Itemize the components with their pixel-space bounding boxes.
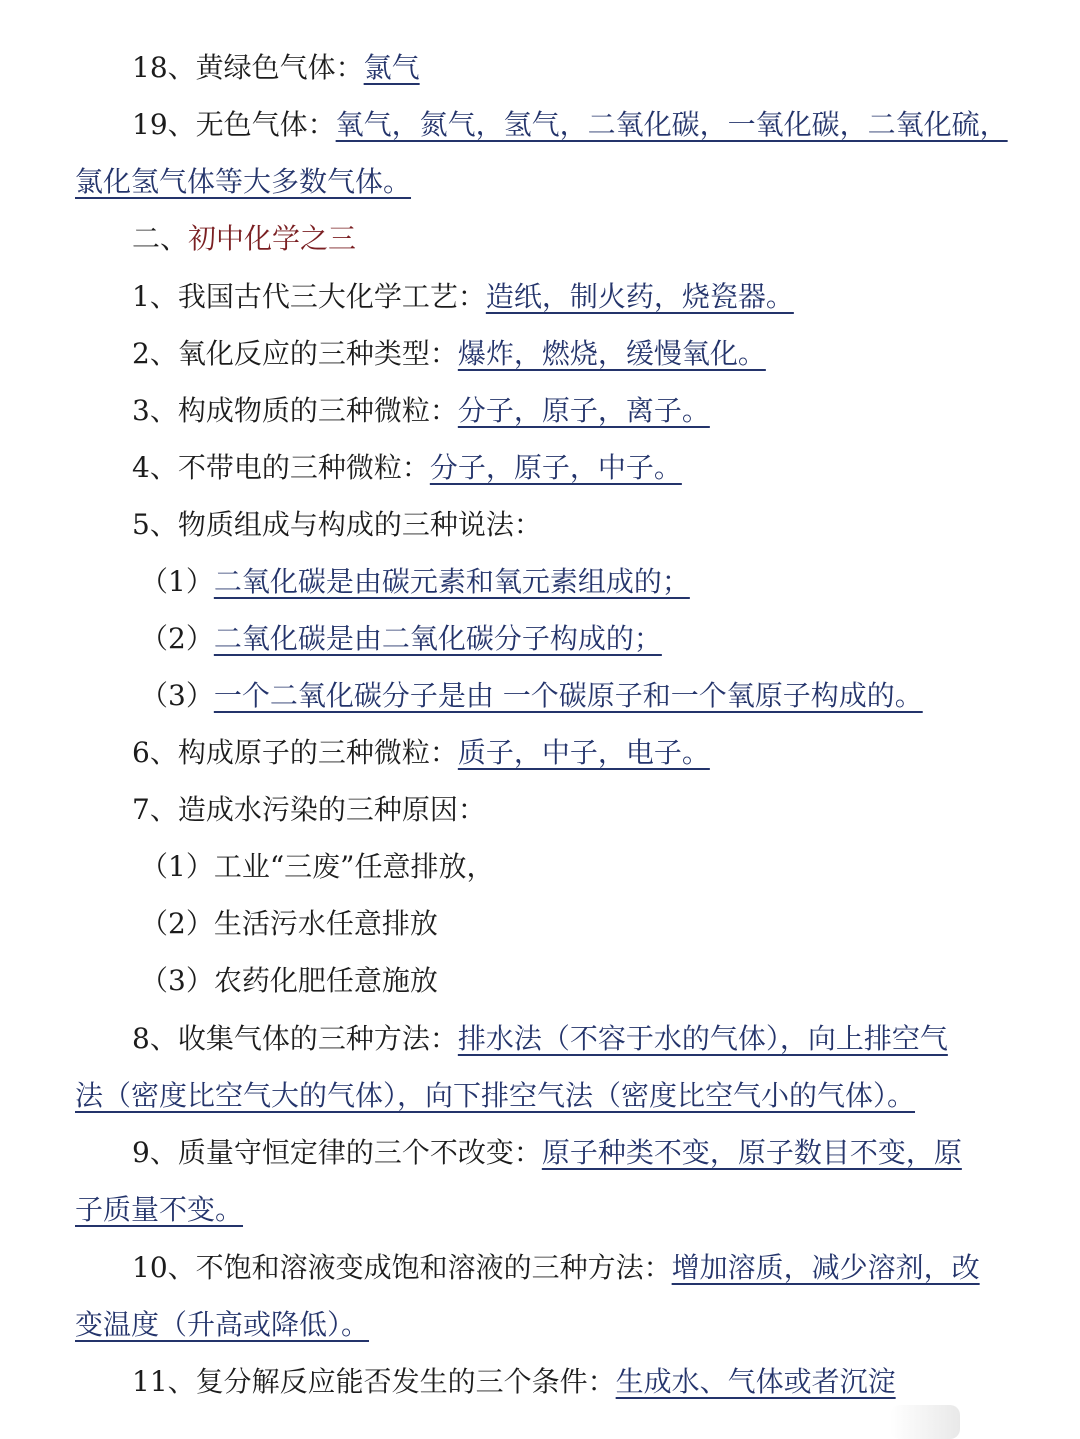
- question-text: 1、我国古代三大化学工艺：: [132, 280, 486, 313]
- answer-text: 原子种类不变，原子数目不变，原: [541, 1136, 962, 1169]
- item-9: [132, 1133, 962, 1173]
- item-4: [132, 448, 682, 488]
- section-number: 二、: [132, 222, 189, 255]
- answer-text: 生成水、气体或者沉淀: [615, 1365, 896, 1398]
- answer-text: 排水法（不容于水的气体），向上排空气: [457, 1022, 948, 1055]
- question-text: 9、质量守恒定律的三个不改变：: [132, 1136, 542, 1169]
- item-5-sub-3: [140, 676, 923, 716]
- item-7-sub-3: [140, 961, 438, 1001]
- answer-text: 造纸，制火药，烧瓷器。: [485, 280, 794, 313]
- answer-text: 分子，原子，离子。: [457, 394, 710, 427]
- item-2: [132, 334, 766, 374]
- item-6: [132, 733, 710, 773]
- question-text: 6、构成原子的三种微粒：: [132, 736, 458, 769]
- question-text: 3、构成物质的三种微粒：: [132, 394, 458, 427]
- answer-text: 分子，原子，中子。: [429, 451, 682, 484]
- item-9-continued: [75, 1190, 243, 1230]
- item-7-sub-1: [140, 847, 494, 887]
- question-text: 5、物质组成与构成的三种说法：: [132, 508, 542, 541]
- answer-text: 子质量不变。: [75, 1193, 244, 1226]
- answer-text: 变温度（升高或降低）。: [75, 1308, 370, 1341]
- item-10-continued: [75, 1305, 369, 1345]
- item-5-sub-2: [140, 619, 662, 659]
- item-5: [132, 505, 542, 545]
- sub-number: （1）: [140, 565, 214, 598]
- question-text: 10、不饱和溶液变成饱和溶液的三种方法：: [132, 1251, 672, 1284]
- question-text: 4、不带电的三种微粒：: [132, 451, 430, 484]
- sub-item-text: （2）生活污水任意排放: [140, 907, 438, 940]
- answer-text: 二氧化碳是由碳元素和氧元素组成的；: [213, 565, 690, 598]
- answer-text: 增加溶质，减少溶剂，改: [671, 1251, 980, 1284]
- question-text: 18、黄绿色气体：: [132, 51, 364, 84]
- sub-item-text: （1）工业“三废”任意排放，: [140, 850, 495, 883]
- answer-text: 氯化氢气体等大多数气体。: [75, 165, 412, 198]
- answer-text: 氧气，氮气，氢气，二氧化碳，一氧化碳，二氧化硫，: [335, 108, 1008, 141]
- watermark-smudge: [890, 1405, 960, 1439]
- question-text: 7、造成水污染的三种原因：: [132, 793, 486, 826]
- item-8: [132, 1019, 948, 1059]
- item-7-sub-2: [140, 904, 438, 944]
- question-text: 2、氧化反应的三种类型：: [132, 337, 458, 370]
- item-19: [132, 105, 1008, 145]
- answer-text: 一个二氧化碳分子是由 一个碳原子和一个氧原子构成的。: [213, 679, 923, 712]
- item-5-sub-1: [140, 562, 690, 602]
- answer-text: 质子，中子，电子。: [457, 736, 710, 769]
- answer-text: 法（密度比空气大的气体），向下排空气法（密度比空气小的气体）。: [75, 1079, 916, 1112]
- item-8-continued: [75, 1076, 915, 1116]
- answer-text: 氯气: [363, 51, 420, 84]
- item-3: [132, 391, 710, 431]
- item-18: [132, 48, 420, 88]
- item-19-continued: [75, 162, 411, 202]
- question-text: 19、无色气体：: [132, 108, 336, 141]
- sub-number: （2）: [140, 622, 214, 655]
- sub-number: （3）: [140, 679, 214, 712]
- item-1: [132, 277, 794, 317]
- answer-text: 二氧化碳是由二氧化碳分子构成的；: [213, 622, 662, 655]
- sub-item-text: （3）农药化肥任意施放: [140, 964, 438, 997]
- section-heading: [132, 219, 356, 259]
- section-title: 初中化学之三: [188, 222, 357, 255]
- item-10: [132, 1248, 980, 1288]
- question-text: 8、收集气体的三种方法：: [132, 1022, 458, 1055]
- item-11: [132, 1362, 896, 1402]
- answer-text: 爆炸，燃烧，缓慢氧化。: [457, 337, 766, 370]
- item-7: [132, 790, 486, 830]
- question-text: 11、复分解反应能否发生的三个条件：: [132, 1365, 616, 1398]
